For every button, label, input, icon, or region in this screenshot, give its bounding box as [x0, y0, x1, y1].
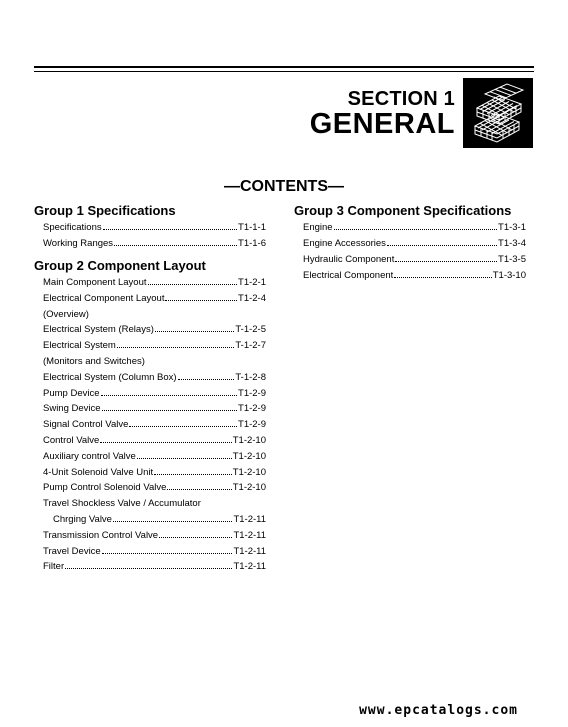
toc-entry-page: T1-2-9	[238, 403, 266, 415]
toc-entry-label: Working Ranges	[43, 238, 114, 249]
toc-entry-label: Filter	[43, 561, 65, 573]
toc-entry[interactable]	[43, 495, 266, 509]
toc-entry-page: T1-2-10	[232, 482, 266, 494]
toc-entry-page: T1-3-5	[498, 254, 526, 265]
toc-entry-label: Electrical System (Relays)	[43, 324, 154, 336]
toc-entry-page: T-1-2-8	[235, 371, 266, 383]
toc-entry-label: Pump Device	[43, 387, 100, 399]
toc-entry-page: T1-3-1	[498, 222, 526, 233]
toc-entry-page: T1-2-9	[238, 419, 266, 431]
toc-entry[interactable]	[303, 219, 526, 233]
toc-leader-dots	[100, 441, 231, 443]
toc-entry-page: T1-2-10	[232, 435, 266, 446]
toc-entry[interactable]	[43, 479, 266, 493]
toc-entry-page: T1-1-1	[238, 222, 266, 233]
toc-leader-dots	[387, 244, 497, 246]
contents-heading: —CONTENTS—	[224, 178, 344, 195]
toc-leader-dots	[101, 394, 238, 396]
toc-entry-label: Travel Shockless Valve / Accumulator	[43, 498, 201, 510]
toc-entry-page: T1-2-9	[238, 387, 266, 399]
toc-leader-dots	[394, 276, 491, 278]
toc-entry-label: Auxiliary control Valve	[43, 450, 136, 462]
toc-entry[interactable]	[43, 432, 266, 446]
toc-entry[interactable]	[43, 558, 266, 572]
section-number: SECTION 1	[347, 88, 455, 110]
section-title: GENERAL	[309, 108, 455, 140]
toc-leader-dots	[114, 244, 237, 246]
section-logo-icon	[463, 78, 533, 148]
toc-entry-page: T-1-2-5	[235, 324, 266, 336]
toc-entry[interactable]	[43, 527, 266, 541]
toc-entry-label: Main Component Layout	[43, 277, 147, 288]
toc-leader-dots	[159, 536, 232, 538]
toc-entry-label: Electrical System (Column Box)	[43, 371, 177, 383]
toc-entry-label: Hydraulic Component	[303, 254, 395, 265]
toc-entry-page: T1-3-4	[498, 238, 526, 249]
toc-leader-dots	[117, 346, 235, 348]
header-rule-thick	[34, 66, 534, 68]
toc-entry[interactable]	[43, 274, 266, 288]
toc-leader-dots	[129, 425, 237, 427]
toc-entry-label: Control Valve	[43, 435, 100, 446]
toc-entry-label: 4-Unit Solenoid Valve Unit	[43, 466, 154, 478]
toc-leader-dots	[148, 283, 238, 285]
toc-leader-dots	[178, 378, 235, 380]
toc-entry[interactable]	[43, 369, 266, 383]
footer-url[interactable]: www.epcatalogs.com	[359, 703, 518, 718]
toc-entry[interactable]	[43, 464, 266, 478]
group3-title: Group 3 Component Specifications	[294, 203, 512, 218]
toc-entry[interactable]	[43, 385, 266, 399]
toc-entry[interactable]	[43, 448, 266, 462]
toc-entry-page: T1-2-10	[232, 466, 266, 478]
toc-entry[interactable]	[43, 306, 266, 320]
toc-leader-dots	[103, 228, 237, 230]
toc-entry[interactable]	[43, 337, 266, 351]
toc-entry-label: Electrical Component Layout	[43, 292, 165, 304]
toc-entry-page: T1-1-6	[238, 238, 266, 249]
header-rule-thin	[34, 71, 534, 72]
toc-leader-dots	[155, 330, 235, 332]
toc-entry-label: Swing Device	[43, 403, 101, 415]
toc-leader-dots	[395, 260, 497, 262]
toc-entry[interactable]	[303, 251, 526, 265]
toc-leader-dots	[102, 409, 237, 411]
toc-leader-dots	[154, 473, 232, 475]
toc-leader-dots	[102, 552, 233, 554]
toc-entry[interactable]	[43, 400, 266, 414]
toc-leader-dots	[65, 567, 232, 569]
toc-entry-page: T1-2-11	[233, 514, 266, 525]
toc-entry[interactable]	[53, 511, 266, 525]
toc-entry-page: T-1-2-7	[235, 340, 266, 352]
toc-entry[interactable]	[43, 321, 266, 335]
toc-entry-label: (Monitors and Switches)	[43, 356, 145, 367]
toc-entry-page: T1-2-11	[233, 561, 266, 573]
toc-entry-label: Transmission Control Valve	[43, 529, 159, 541]
toc-entry-label: (Overview)	[43, 308, 89, 320]
toc-leader-dots	[113, 520, 232, 522]
toc-entry-label: Signal Control Valve	[43, 419, 129, 431]
toc-entry-page: T1-2-4	[238, 292, 266, 304]
toc-leader-dots	[167, 488, 231, 490]
toc-entry-label: Engine Accessories	[303, 238, 386, 249]
toc-entry-label: Engine	[303, 222, 333, 233]
toc-entry-label: Electrical Component	[303, 270, 394, 281]
toc-entry-label: Chrging Valve	[53, 514, 112, 525]
toc-entry-label: Travel Device	[43, 545, 101, 557]
toc-entry[interactable]	[43, 290, 266, 304]
toc-leader-dots	[137, 457, 232, 459]
group1-title: Group 1 Specifications	[34, 203, 176, 218]
toc-leader-dots	[334, 228, 497, 230]
toc-entry-label: Specifications	[43, 222, 102, 233]
toc-entry[interactable]	[43, 416, 266, 430]
toc-entry[interactable]	[43, 543, 266, 557]
toc-entry-label: Electrical System	[43, 340, 116, 352]
toc-leader-dots	[165, 299, 237, 301]
toc-entry[interactable]	[303, 235, 526, 249]
toc-entry[interactable]	[43, 219, 266, 233]
toc-entry-page: T1-2-11	[233, 545, 266, 557]
toc-entry[interactable]	[43, 353, 266, 367]
toc-entry-label: Pump Control Solenoid Valve	[43, 482, 167, 494]
group2-title: Group 2 Component Layout	[34, 258, 206, 273]
toc-entry[interactable]	[303, 267, 526, 281]
toc-entry-page: T1-2-11	[233, 529, 266, 541]
toc-entry-page: T1-2-10	[232, 450, 266, 462]
toc-entry[interactable]	[43, 235, 266, 249]
toc-entry-page: T1-2-1	[238, 277, 266, 288]
toc-entry-page: T1-3-10	[492, 270, 526, 281]
